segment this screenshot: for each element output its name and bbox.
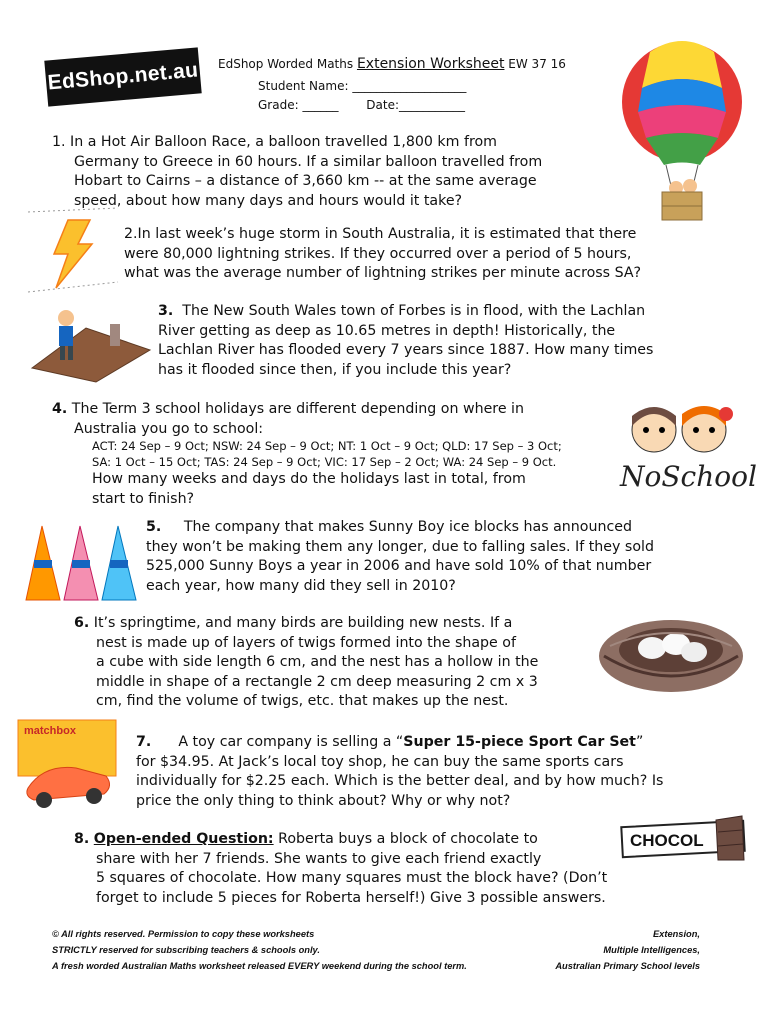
q7-product-name: Super 15-piece Sport Car Set xyxy=(403,734,636,750)
matchbox-text: matchbox xyxy=(24,725,76,737)
q3-first-line xyxy=(158,302,738,322)
question-1 xyxy=(52,133,612,211)
worksheet-code: EW 37 16 xyxy=(508,57,566,71)
question-8 xyxy=(74,830,694,908)
q7-line: for $34.95. At Jack’s local toy shop, he can buy the same sports cars xyxy=(136,753,624,770)
q3-line: River getting as deep as 10.65 metres in depth! Historically, the xyxy=(158,322,616,339)
q7-line: individually for $2.25 each. Which is the better deal, and by how much? Is xyxy=(136,773,664,789)
q8-line: share with her 7 friends. She wants to give each friend exactly xyxy=(96,850,542,867)
q1-line: Hobart to Cairns – a distance of 3,660 km -- at the same average xyxy=(74,173,537,189)
sunny-boy-image xyxy=(22,520,142,604)
q3-line: Lachlan River has flooded every 7 years since 1887. How many times xyxy=(158,342,654,358)
footer-copyright xyxy=(52,926,532,974)
q6-line: nest is made up of layers of twigs formed into the shape of xyxy=(96,634,516,651)
chocolate-image xyxy=(620,810,746,866)
q1-line: 1. In a Hot Air Balloon Race, a balloon travelled 1,800 km from xyxy=(52,134,497,150)
footer-line: Extension, xyxy=(652,929,700,939)
q5-number: 5. xyxy=(146,519,162,535)
q3-line: has it flooded since then, if you include this year? xyxy=(158,361,512,378)
footer-line: STRICTLY reserved for subscribing teachers & schools only. xyxy=(52,945,320,955)
grade-label: Grade: ______ xyxy=(258,98,339,112)
q4-first-line xyxy=(52,400,612,420)
q6-first-line xyxy=(74,614,604,634)
footer-line: Australian Primary School levels xyxy=(555,961,700,971)
q7-line: price the only thing to think about? Why or why not? xyxy=(136,792,511,809)
q4-line: The Term 3 school holidays are different depending on where in xyxy=(71,401,524,417)
question-6 xyxy=(74,614,604,712)
q5-line: 525,000 Sunny Boys a year in 2006 and have sold 10% of that number xyxy=(146,558,652,574)
q1-line: Germany to Greece in 60 hours. If a similar balloon travelled from xyxy=(74,153,543,170)
toy-car-image xyxy=(14,716,120,812)
q4-dates-line: SA: 1 Oct – 15 Oct; TAS: 24 Sep – 9 Oct; VIC: 17 Sep – 2 Oct; WA: 24 Sep – 9 Oct. xyxy=(92,454,557,469)
q6-line: middle in shape of a rectangle 2 cm deep measuring 2 cm x 3 xyxy=(96,673,538,690)
q7-first-line xyxy=(136,733,756,753)
bird-nest-image xyxy=(596,600,746,696)
question-2 xyxy=(124,225,724,284)
q5-first-line xyxy=(146,518,746,538)
hot-air-balloon-image xyxy=(620,40,744,230)
footer-line: Multiple Intelligences, xyxy=(603,945,700,955)
grade-date-line xyxy=(218,96,618,115)
q3-number: 3. xyxy=(158,303,174,319)
q8-heading: Open-ended Question: xyxy=(93,831,274,847)
q4-line: Australia you go to school: xyxy=(74,420,264,437)
q4-dates-line: ACT: 24 Sep – 9 Oct; NSW: 24 Sep – 9 Oct; NT: 1 Oct – 9 Oct; QLD: 17 Sep – 3 Oct; xyxy=(92,439,562,453)
question-3 xyxy=(158,302,738,380)
q2-line: 2.In last week’s huge storm in South Australia, it is estimated that there xyxy=(124,226,637,242)
question-7 xyxy=(136,733,756,811)
q5-line: The company that makes Sunny Boy ice blocks has announced xyxy=(183,519,632,535)
q2-line: were 80,000 lightning strikes. If they occurred over a period of 5 hours, xyxy=(124,245,632,262)
date-label: Date:___________ xyxy=(366,98,466,112)
q5-line: each year, how many did they sell in 2010? xyxy=(146,577,456,594)
logo-text: EdShop.net.au xyxy=(46,58,200,95)
q4-line: start to finish? xyxy=(92,490,195,507)
footer-line: © All rights reserved. Permission to copy these worksheets xyxy=(52,929,315,939)
q8-number: 8. xyxy=(74,831,90,847)
footer-levels xyxy=(520,926,700,974)
question-5 xyxy=(146,518,746,596)
q7-lead: A toy car company is selling a “ xyxy=(178,734,404,750)
q6-line: It’s springtime, and many birds are building new nests. If a xyxy=(93,615,513,631)
q8-line: 5 squares of chocolate. How many squares must the block have? (Don’t xyxy=(96,870,608,886)
q4-number: 4. xyxy=(52,401,68,417)
q8-line: forget to include 5 pieces for Roberta herself!) Give 3 possible answers. xyxy=(96,889,606,906)
q4-line: How many weeks and days do the holidays last in total, from xyxy=(92,471,526,487)
edshop-logo xyxy=(44,47,201,106)
q7-quote-end: ” xyxy=(635,734,644,750)
q3-line: The New South Wales town of Forbes is in flood, with the Lachlan xyxy=(182,303,646,319)
q8-lead: Roberta buys a block of chocolate to xyxy=(273,831,538,847)
worksheet-title: Extension Worksheet xyxy=(356,56,505,72)
flood-roof-image xyxy=(26,298,152,382)
q2-line: what was the average number of lightning strikes per minute across SA? xyxy=(124,265,642,281)
no-school-image xyxy=(616,400,757,496)
q6-line: cm, find the volume of twigs, etc. that makes up the nest. xyxy=(96,693,509,709)
student-name-line: Student Name: ___________________ xyxy=(258,79,467,93)
q8-first-line xyxy=(74,830,694,850)
title-line xyxy=(218,55,618,74)
footer-line: A fresh worded Australian Maths worksheet released EVERY weekend during the school term. xyxy=(52,961,467,971)
q7-number: 7. xyxy=(136,734,152,750)
brand-text: EdShop Worded Maths xyxy=(218,57,354,71)
no-school-text: NoSchool xyxy=(620,460,757,493)
chocolate-text: CHOCOL xyxy=(630,831,704,850)
q6-number: 6. xyxy=(74,615,90,631)
q1-line: speed, about how many days and hours would it take? xyxy=(74,192,463,209)
question-4 xyxy=(52,400,612,509)
q6-line: a cube with side length 6 cm, and the nest has a hollow in the xyxy=(96,654,539,670)
q5-line: they won’t be making them any longer, due to falling sales. If they sold xyxy=(146,538,654,555)
worksheet-header xyxy=(218,55,618,115)
lightning-image xyxy=(28,208,118,292)
